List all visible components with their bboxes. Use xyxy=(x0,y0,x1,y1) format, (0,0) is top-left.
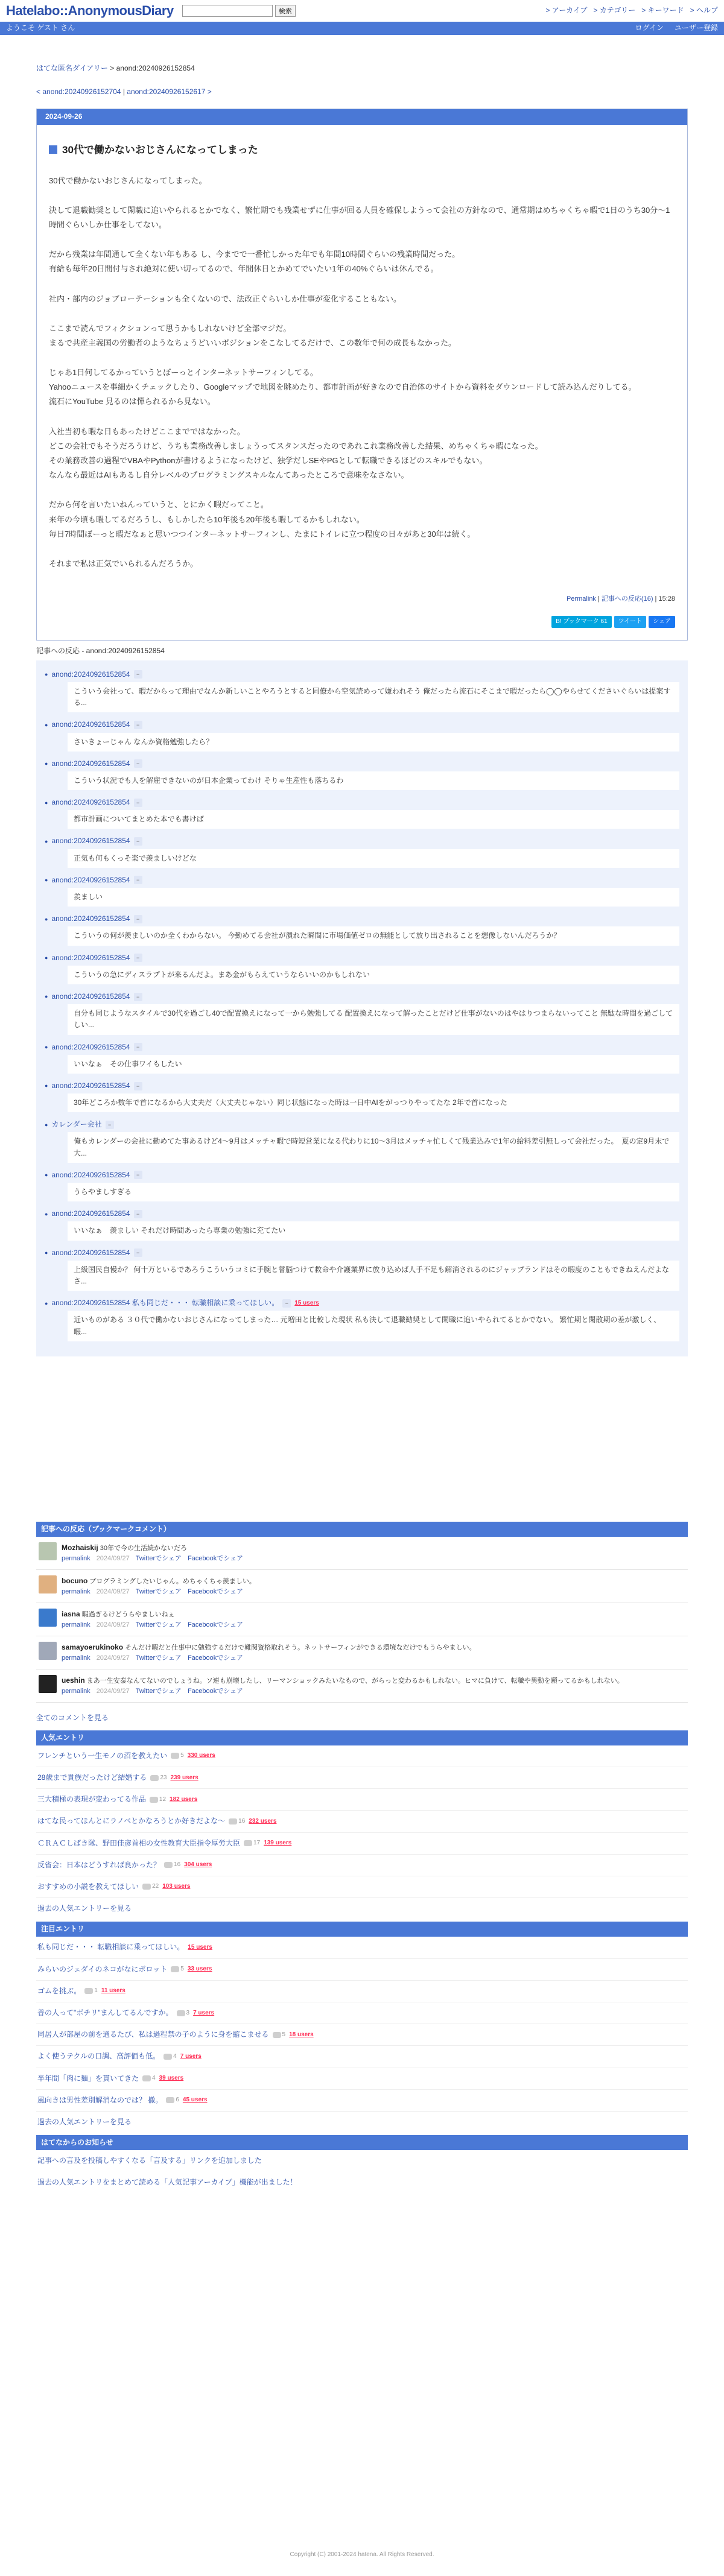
expand-icon[interactable]: − xyxy=(134,876,142,884)
bookmark-content xyxy=(62,1542,249,1564)
entry-item xyxy=(36,1937,688,1958)
entry-paragraph: じゃあ1日何してるかっていうとぼーっとインターネットサーフィンしてる。 xyxy=(49,368,318,378)
reaction-excerpt: 上級国民自慢か？ 何十万といるであろうこういうコミに手腕と嘗脳つけて救命や介護業界に放り込めば人手不足も解消されるのにジャップランドはその暇度のこともできねえんだよなさ... xyxy=(68,1261,679,1291)
bookmark-date: 2024/09/27 xyxy=(96,1688,130,1695)
reaction-item xyxy=(45,1080,679,1112)
search-button[interactable]: 検索 xyxy=(275,5,296,17)
comment-count-value: 16 xyxy=(174,1861,181,1869)
users-badge[interactable]: 330 users xyxy=(187,1752,215,1759)
reaction-header xyxy=(45,797,679,808)
comment-count xyxy=(273,2030,286,2040)
bookmark-text: まあ一生安泰なんてないのでしょうね。ソ連も崩壊したし、リーマンショックみたいなもので、がらっと変わるかもしれない。ヒマに負けて、転職や異動を願ってるかもしれない。 xyxy=(86,1677,624,1685)
reaction-link[interactable]: ● カレンダー会社 xyxy=(51,1120,102,1129)
comment-icon xyxy=(171,1966,179,1972)
spacer xyxy=(36,1356,688,1512)
bookmark-text: そんだけ暇だと仕事中に勉強するだけで難関資格取れそう。ネットサーフィンができる環境なだけでもうらやましい。 xyxy=(125,1644,476,1652)
notice-link[interactable]: 過去の人気エントリをまとめて読める「人気記事アーカイブ」機能が出ました！ xyxy=(37,2177,297,2186)
bookmark-user[interactable]: iasna xyxy=(62,1610,80,1619)
expand-icon[interactable]: − xyxy=(106,1121,114,1129)
entry-item xyxy=(36,2090,688,2112)
reaction-header xyxy=(45,1297,679,1309)
expand-icon[interactable]: − xyxy=(134,954,142,962)
comment-count-value: 1 xyxy=(94,1987,98,1995)
entry-paragraph: Yahooニュースを事細かくチェックしたり、Googleマップで地図を眺めたり、都市計画が好きなので自治体のサイトから資料をダウンロードして読み込んだりしてる。 xyxy=(49,382,637,392)
twitter-share-link[interactable]: Twitterでシェア xyxy=(135,1588,182,1596)
reaction-link[interactable]: ● anond:20240926152854 xyxy=(51,1248,130,1257)
reaction-header xyxy=(45,669,679,680)
comment-count-value: 22 xyxy=(152,1883,159,1890)
avatar[interactable] xyxy=(39,1542,57,1560)
comment-count-value: 16 xyxy=(238,1817,246,1824)
comment-count-value: 6 xyxy=(176,2097,179,2104)
bookmark-comment xyxy=(36,1669,688,1703)
reaction-item xyxy=(45,1169,679,1201)
bookmark-text: 暇過ぎるけどうらやましいねぇ xyxy=(81,1611,175,1619)
comment-count xyxy=(171,1964,184,1974)
users-badge[interactable]: 33 users xyxy=(187,1966,212,1973)
expand-icon[interactable]: − xyxy=(134,1082,142,1090)
entry-paragraph: 入社当初も暇な日もあったけどここまでではなかった。 xyxy=(49,426,245,436)
bookmark-list xyxy=(36,1537,688,1703)
reaction-header xyxy=(45,1042,679,1053)
reaction-item xyxy=(45,835,679,867)
reaction-item xyxy=(45,1297,679,1341)
footer: Copyright (C) 2001-2024 hatena. All Rights Reserved. xyxy=(290,2551,434,2558)
entry-item xyxy=(36,1833,688,1855)
comment-icon xyxy=(166,2097,174,2103)
comment-count-value: 5 xyxy=(180,1752,184,1759)
reaction-excerpt: いいなぁ その仕事ワイもしたい xyxy=(68,1055,679,1074)
entry-item xyxy=(36,2046,688,2068)
entry-item xyxy=(36,1767,688,1789)
reaction-excerpt: こういう状況でも人を解雇できないのが日本企業ってわけ そりゃ生産性も落ちるわ xyxy=(68,771,679,790)
nav-help-link[interactable]: > ヘルプ xyxy=(690,6,718,15)
comment-count xyxy=(164,1860,180,1870)
entry-link[interactable]: おすすめの小説を教えてほしい xyxy=(37,1882,139,1891)
attention-entries-title: 注目エントリ xyxy=(36,1922,688,1937)
search-form xyxy=(182,5,296,17)
popular-past-link[interactable]: 過去の人気エントリーを見る xyxy=(37,1904,132,1913)
facebook-share-link[interactable]: Facebookでシェア xyxy=(187,1621,244,1629)
users-badge[interactable]: 11 users xyxy=(101,1987,125,1995)
bookmark-comment xyxy=(36,1570,688,1603)
comment-icon xyxy=(244,1840,252,1846)
popular-entries xyxy=(36,1730,688,1920)
reaction-excerpt: 自分も同じようなスタイルで30代を過ごし40で配置換えになって一から勉強してる 配置換えになって解ったことだけど仕事がないのはやはりつまらないってこと 無駄な時間を過ごしてしい... xyxy=(68,1004,679,1034)
twitter-share-link[interactable]: Twitterでシェア xyxy=(135,1654,182,1662)
entry-paragraph: その業務改善の過程でVBAやPythonが書けるようになったけど、独学だしSEやPGとして転職できるほどのスキルでもない。 xyxy=(49,455,487,465)
expand-icon[interactable]: − xyxy=(134,1171,142,1179)
bookmark-line xyxy=(62,1575,256,1587)
entry-date: 2024-09-26 xyxy=(37,109,687,124)
comment-count xyxy=(150,1795,166,1805)
reaction-link[interactable]: ● anond:20240926152854 xyxy=(51,669,130,679)
entry-link[interactable]: 風向きは男性差別解消なのでは？ 撤。 xyxy=(37,2095,163,2104)
bookmark-comment xyxy=(36,1636,688,1669)
expand-icon[interactable]: − xyxy=(134,915,142,923)
reaction-header xyxy=(45,1119,679,1130)
entry-paragraph: ここまで読んでフィクションって思うかもしれないけど全部マジだ。 xyxy=(49,323,291,333)
entry-item xyxy=(36,1981,688,2002)
reaction-item xyxy=(45,991,679,1035)
reaction-count-link[interactable]: 記事への反応(16) xyxy=(601,595,653,603)
entry-time: 15:28 xyxy=(658,595,675,603)
comment-count xyxy=(150,1773,167,1783)
reaction-link[interactable]: ● anond:20240926152854 xyxy=(51,875,130,884)
reaction-header xyxy=(45,758,679,770)
entry-paragraph: 流石にYouTube 見るのは憚られるから見ない。 xyxy=(49,397,215,407)
reaction-list xyxy=(36,660,688,1356)
bookmark-line xyxy=(62,1642,476,1653)
entry-link[interactable]: 私も同じだ・・・ 転職相談に乗ってほしい。 xyxy=(37,1943,185,1952)
reaction-excerpt: 都市計画についてまとめた本でも書けば xyxy=(68,810,679,829)
reaction-item xyxy=(45,1247,679,1291)
comment-count xyxy=(142,2074,156,2083)
comment-icon xyxy=(273,2032,281,2038)
square-bullet-icon xyxy=(49,145,57,154)
prev-entry-link[interactable]: < anond:20240926152704 xyxy=(36,87,121,97)
comment-count-value: 5 xyxy=(282,2031,286,2038)
twitter-share-link[interactable]: Twitterでシェア xyxy=(135,1688,182,1695)
comment-icon xyxy=(177,2010,185,2016)
entry-paragraph: なんなら最近はAIもあるし自分レベルのプログラミングスキルなんてあったところで意味をなさない。 xyxy=(49,470,409,480)
bookmark-date: 2024/09/27 xyxy=(96,1588,130,1596)
bookmark-line xyxy=(62,1609,249,1620)
comment-count-value: 4 xyxy=(152,2075,156,2082)
comment-count-value: 5 xyxy=(180,1966,184,1973)
users-badge[interactable]: 7 users xyxy=(193,2009,215,2016)
bookmark-date: 2024/09/27 xyxy=(96,1621,130,1629)
reaction-link[interactable]: ● anond:20240926152854 xyxy=(51,914,130,923)
entry-paragraph: どこの会社でもそうだろうけど、うちも業務改善しましょうってスタンスだったのであれこれ業務改善した結果、めちゃくちゃ暇になった。 xyxy=(49,441,543,451)
facebook-share-link[interactable]: Facebookでシェア xyxy=(187,1588,244,1596)
comment-count-value: 3 xyxy=(186,2009,190,2016)
expand-icon[interactable]: − xyxy=(134,1248,142,1257)
reaction-excerpt: いいなぁ 羨ましい それだけ時間あったら専業の勉強に充てたい xyxy=(68,1221,679,1240)
bookmark-permalink[interactable]: permalink xyxy=(62,1588,91,1596)
facebook-share-link[interactable]: Facebookでシェア xyxy=(187,1654,244,1662)
entry-title[interactable]: 30代で働かないおじさんになってしまった xyxy=(49,142,675,158)
bookmark-date: 2024/09/27 xyxy=(96,1654,130,1662)
bookmark-line xyxy=(62,1542,249,1554)
tweet-button[interactable]: ツイート xyxy=(614,616,647,628)
entry-meta: Permalink | 記事への反応(16) | 15:28 xyxy=(567,595,675,603)
expand-icon[interactable]: − xyxy=(282,1299,291,1308)
welcome-text: ようこそ ゲスト さん xyxy=(6,24,75,33)
entry-link[interactable]: 普の人って"ボチリ"まんしてるんですか。 xyxy=(37,2008,173,2017)
bookmark-user[interactable]: Mozhaiskij xyxy=(62,1543,98,1552)
entry-paragraph: 決して退職勧奨として閑職に追いやられるとかでなく、繁忙期でも残業せずに仕事が回る人員を確保しようって会社の方針なので、通常期はめちゃくちゃ暇で1日のうち30分〜1時間ぐらいしか仕事をしてない。 xyxy=(49,205,670,230)
reaction-excerpt: こういうの何が羨ましいのか全くわからない。 今勤めてる会社が潰れた瞬間に市場価値ゼロの無能として放り出されることを想像しないんだろうか？ xyxy=(68,926,679,945)
bookmark-permalink[interactable]: permalink xyxy=(62,1621,91,1629)
login-link[interactable]: ログイン xyxy=(635,24,664,33)
notice-link[interactable]: 記事への言及を投稿しやすくなる「言及する」リンクを追加しました xyxy=(37,2156,262,2165)
bookmark-user[interactable]: ueshin xyxy=(62,1676,85,1685)
entry-paragraph: 来年の今頃も暇してるだろうし、もしかしたら10年後も20年後も暇してるかもしれない。 xyxy=(49,514,364,524)
users-badge[interactable]: 139 users xyxy=(264,1840,292,1847)
twitter-share-link[interactable]: Twitterでシェア xyxy=(135,1621,182,1629)
reaction-header xyxy=(45,1247,679,1259)
bookmark-content xyxy=(62,1675,624,1697)
register-link[interactable]: ユーザー登録 xyxy=(674,24,718,33)
expand-icon[interactable]: − xyxy=(134,993,142,1001)
entry-section xyxy=(36,109,688,640)
attention-past-link[interactable]: 過去の人気エントリーを見る xyxy=(37,2117,132,2126)
users-badge[interactable]: 7 users xyxy=(180,2052,202,2060)
reaction-item xyxy=(45,913,679,945)
bookmark-actions xyxy=(62,1686,624,1697)
reaction-link[interactable]: ● anond:20240926152854 xyxy=(51,1081,130,1090)
comment-count xyxy=(84,1986,98,1996)
breadcrumb: はてな匿名ダイアリー > anond:20240926152854 xyxy=(36,64,195,72)
attention-list xyxy=(36,1937,688,2112)
reaction-item xyxy=(45,1042,679,1074)
bookmark-line xyxy=(62,1675,624,1686)
bookmark-content xyxy=(62,1642,476,1663)
reaction-header xyxy=(45,1169,679,1181)
entry-item xyxy=(36,1855,688,1876)
reaction-excerpt: さいきょーじゃん なんか資格勉強したら？ xyxy=(68,733,679,752)
reaction-link[interactable]: ● anond:20240926152854 xyxy=(51,992,130,1001)
expand-icon[interactable]: − xyxy=(134,837,142,846)
nav-archive-link[interactable]: > アーカイブ xyxy=(545,6,588,15)
entry-paragraph: だから何を言いたいねんっていうと、とにかく暇だってこと。 xyxy=(49,500,269,510)
bookmark-user[interactable]: samayoerukinoko xyxy=(62,1643,124,1652)
user-bar xyxy=(0,22,724,35)
users-badge[interactable]: 45 users xyxy=(182,2097,208,2104)
reaction-header xyxy=(45,913,679,925)
comment-icon xyxy=(164,1862,173,1868)
users-badge[interactable]: 232 users xyxy=(249,1817,277,1824)
reaction-item xyxy=(45,719,679,751)
users-badge[interactable]: 18 users xyxy=(289,2031,314,2038)
comment-count-value: 23 xyxy=(160,1774,167,1781)
comment-icon xyxy=(150,1775,159,1781)
bookmark-content xyxy=(62,1575,256,1597)
comment-count xyxy=(142,1882,159,1891)
reactions-label: 記事への反応 - anond:20240926152854 xyxy=(36,646,165,655)
bookmark-permalink[interactable]: permalink xyxy=(62,1654,91,1662)
reaction-excerpt: 羨ましい xyxy=(68,888,679,907)
bookmark-comment xyxy=(36,1537,688,1570)
comment-icon xyxy=(142,2075,151,2081)
notices-title: はてなからのお知らせ xyxy=(36,2135,688,2150)
bookmark-permalink[interactable]: permalink xyxy=(62,1688,91,1695)
popular-entries-title: 人気エントリ xyxy=(36,1730,688,1745)
entry-paragraph: だから残業は年間通して全くない年もある し、今までで一番忙しかった年でも年間10時間ぐらいの残業時間だった。 xyxy=(49,250,460,259)
reaction-link[interactable]: ● anond:20240926152854 xyxy=(51,720,130,729)
reaction-link[interactable]: ● anond:20240926152854 xyxy=(51,953,130,962)
reaction-header xyxy=(45,952,679,964)
reaction-link[interactable]: ● anond:20240926152854 xyxy=(51,1170,130,1179)
users-badge[interactable]: 103 users xyxy=(162,1883,191,1890)
avatar[interactable] xyxy=(39,1675,57,1693)
reaction-header xyxy=(45,875,679,886)
comment-icon xyxy=(164,2054,172,2060)
entry-item xyxy=(36,1789,688,1811)
expand-icon[interactable]: − xyxy=(134,1043,142,1051)
bookmark-date: 2024/09/27 xyxy=(96,1554,130,1562)
comment-count-value: 12 xyxy=(159,1796,167,1803)
reaction-header xyxy=(45,991,679,1002)
comment-count xyxy=(171,1751,184,1761)
facebook-share-link[interactable]: Facebookでシェア xyxy=(187,1688,244,1695)
entry-link[interactable]: フレンチという一生モノの沼を教えたい xyxy=(37,1751,168,1760)
reaction-header xyxy=(45,1080,679,1092)
reaction-header xyxy=(45,835,679,847)
expand-icon[interactable]: − xyxy=(134,1210,142,1218)
reaction-link[interactable]: ● anond:20240926152854 xyxy=(51,1209,130,1218)
expand-icon[interactable]: − xyxy=(134,799,142,807)
share-buttons xyxy=(49,616,675,628)
reaction-excerpt: 正気も何もくっそ楽で羨ましいけどな xyxy=(68,849,679,868)
reaction-link[interactable]: ● anond:20240926152854 xyxy=(51,837,130,846)
search-input[interactable] xyxy=(182,5,273,17)
comment-count xyxy=(177,2008,190,2018)
facebook-share-link[interactable]: Facebookでシェア xyxy=(187,1554,244,1562)
reaction-link[interactable]: ● anond:20240926152854 xyxy=(51,759,130,768)
bookmark-content xyxy=(62,1609,249,1630)
users-badge[interactable]: 39 users xyxy=(159,2075,184,2082)
facebook-share-button[interactable]: シェア xyxy=(649,616,675,628)
reaction-item xyxy=(45,875,679,907)
entry-link[interactable]: はてな民ってほんとにラノベとかなろうとか好きだよな〜 xyxy=(37,1817,226,1826)
expand-icon[interactable]: − xyxy=(134,759,142,768)
entry-item xyxy=(36,2068,688,2090)
comment-count xyxy=(229,1817,245,1826)
reaction-excerpt: うらやましすぎる xyxy=(68,1183,679,1201)
bookmark-actions xyxy=(62,1620,249,1630)
bookmark-actions xyxy=(62,1587,256,1597)
bookmark-text: 30年で今の生活続かないだろ xyxy=(100,1544,187,1552)
next-entry-link[interactable]: anond:20240926152617 > xyxy=(127,87,212,97)
entry-item xyxy=(36,2024,688,2046)
entry-link[interactable]: 同居人が部屋の前を通るたび、私は過程禁の子のように身を縮こませる xyxy=(37,2030,269,2039)
reaction-item xyxy=(45,1208,679,1240)
comment-count xyxy=(164,2052,177,2062)
reaction-excerpt: 俺もカレンダーの会社に勤めてた事あるけど4〜9月はメッチャ暇で時短営業になる代わりに10〜3月はメッチャ忙しくて残業込みで1年の給料差引無しって会社だった。 夏の定9月末で大... xyxy=(68,1132,679,1162)
comment-icon xyxy=(171,1753,179,1759)
reaction-excerpt: 近いものがある ３０代で働かないおじさんになってしまった… 元増田と比較した現状 私も決して退職勧奨として閑職に追いやられてるとかでない。 繁忙期と閑散期の差が激しく、 暇... xyxy=(68,1311,679,1341)
reaction-item xyxy=(45,797,679,829)
all-comments-link[interactable]: 全てのコメントを見る xyxy=(36,1714,109,1723)
entry-link[interactable]: ゴムを挑ぶ。 xyxy=(37,1986,81,1995)
users-badge[interactable]: 304 users xyxy=(184,1861,212,1869)
attention-entries xyxy=(36,1922,688,2133)
reaction-excerpt: 30年どころか数年で首になるから大丈夫だ（大丈夫じゃない）同じ状態になった時は一日中AIをがっつりやってたな 2年で首になった xyxy=(68,1093,679,1112)
reaction-link[interactable]: ● anond:20240926152854 xyxy=(51,798,130,807)
breadcrumb-root-link[interactable]: はてな匿名ダイアリー xyxy=(36,64,108,72)
entry-paragraph: それまで私は正気でいられるんだろうか。 xyxy=(49,559,198,568)
reaction-item xyxy=(45,952,679,984)
reaction-item xyxy=(45,758,679,790)
entry-link[interactable]: みらいのジェダイのネコがなにボロット xyxy=(37,1964,168,1973)
breadcrumb-current: anond:20240926152854 xyxy=(116,64,195,72)
entry-link[interactable]: 28歳まで貴族だったけど結婚する xyxy=(37,1773,147,1782)
bookmark-permalink[interactable]: permalink xyxy=(62,1554,91,1562)
nav-category-link[interactable]: > カテゴリー xyxy=(593,6,636,15)
comment-count xyxy=(166,2095,179,2105)
entry-paragraph: まるで共産主義国の労働者のようなちょうどいいポジションをこなしてるだけで、この数年で何の成長もなかった。 xyxy=(49,338,457,347)
reaction-header xyxy=(45,1208,679,1220)
entry-paragraph: 30代で働かないおじさんになってしまった。 xyxy=(49,176,207,185)
notices xyxy=(36,2135,688,2193)
expand-icon[interactable]: − xyxy=(134,721,142,729)
comment-icon xyxy=(142,1884,151,1890)
entry-body xyxy=(49,174,675,571)
pager: < anond:20240926152704 | anond:20240926152617 > xyxy=(36,87,212,97)
entry-item xyxy=(36,1811,688,1832)
nav-keyword-link[interactable]: > キーワード xyxy=(641,6,684,15)
avatar[interactable] xyxy=(39,1609,57,1627)
permalink-link[interactable]: Permalink xyxy=(567,595,596,603)
avatar[interactable] xyxy=(39,1575,57,1593)
entry-paragraph: 社内・部内のジョブローテーションも全くないので、法改正ぐらいしか仕事が変化することもない。 xyxy=(49,294,401,303)
entry-item xyxy=(36,1876,688,1898)
users-badge[interactable]: 15 users xyxy=(188,1944,212,1951)
bookmark-comments xyxy=(36,1522,688,1724)
top-nav xyxy=(545,5,718,16)
entry-link[interactable]: 半年間「肉に麺」を貫いてきた xyxy=(37,2074,139,2083)
entry-link[interactable]: 反省会：日本はどうすれば良かった？ xyxy=(37,1860,161,1869)
popular-list xyxy=(36,1745,688,1898)
entry-item xyxy=(36,1745,688,1767)
avatar[interactable] xyxy=(39,1642,57,1660)
bookmark-actions xyxy=(62,1653,476,1663)
comment-count xyxy=(244,1838,260,1848)
bookmark-comment xyxy=(36,1603,688,1636)
bookmark-text: プログラミングしたいじゃん。めちゃくちゃ羨ましい。 xyxy=(89,1578,256,1586)
site-logo[interactable]: Hatelabo::AnonymousDiary xyxy=(6,3,174,19)
bookmark-user[interactable]: bocuno xyxy=(62,1577,88,1586)
twitter-share-link[interactable]: Twitterでシェア xyxy=(135,1554,182,1562)
reaction-excerpt: こういう会社って、暇だからって理由でなんか新しいことやろうとすると同僚から空気読めって嫌われそう 俺だったら流石にそこまで暇だったら◯◯やらせてくださいぐらいは提案する... xyxy=(68,682,679,712)
users-badge[interactable]: 15 users xyxy=(294,1299,319,1306)
users-badge[interactable]: 239 users xyxy=(170,1774,198,1781)
header xyxy=(0,0,724,22)
entry-link[interactable]: ＣＲＡＣしばき隊、野田佳彦首相の女性教育大臣指令厚労大臣 xyxy=(37,1838,241,1847)
bookmark-comments-title: 記事への反応（ブックマークコメント） xyxy=(36,1522,688,1537)
entry-paragraph: 毎日7時間ぼーっと暇だなぁと思いつつインターネットサーフィンし、たまにトイレに立つ程度の日々があと30年は続く。 xyxy=(49,529,475,539)
entry-link[interactable]: 三大積極の表現が変わってる作品 xyxy=(37,1795,146,1804)
entry-link[interactable]: よく使うテクルの口調、高評価も低。 xyxy=(37,2052,160,2061)
entry-item xyxy=(36,2002,688,2024)
hatena-bookmark-button[interactable]: B! ブックマーク 61 xyxy=(551,616,611,628)
reaction-link[interactable]: ● anond:20240926152854 xyxy=(51,1042,130,1051)
comment-icon xyxy=(84,1988,93,1994)
reaction-excerpt: こういうの急にディスラプトが来るんだよ。まあ金がもらえていうならいいのかもしれない xyxy=(68,966,679,984)
comment-icon xyxy=(150,1797,158,1803)
reaction-item xyxy=(45,1119,679,1163)
comment-count-value: 4 xyxy=(173,2052,177,2060)
reaction-item xyxy=(45,669,679,713)
reaction-link[interactable]: ● anond:20240926152854 私も同じだ・・・ 転職相談に乗ってほしい。 xyxy=(51,1299,279,1308)
expand-icon[interactable]: − xyxy=(134,670,142,679)
comment-count-value: 17 xyxy=(253,1840,261,1847)
main xyxy=(36,63,688,2193)
comment-icon xyxy=(229,1818,237,1824)
bookmark-actions xyxy=(62,1554,249,1564)
entry-item xyxy=(36,1959,688,1981)
entry-paragraph: 有給も毎年20日間付与され絶対に使い切ってるので、年間休日とかめてでいたい1年の40%ぐらいは休んでる。 xyxy=(49,264,439,274)
users-badge[interactable]: 182 users xyxy=(170,1796,198,1803)
reaction-header xyxy=(45,719,679,730)
